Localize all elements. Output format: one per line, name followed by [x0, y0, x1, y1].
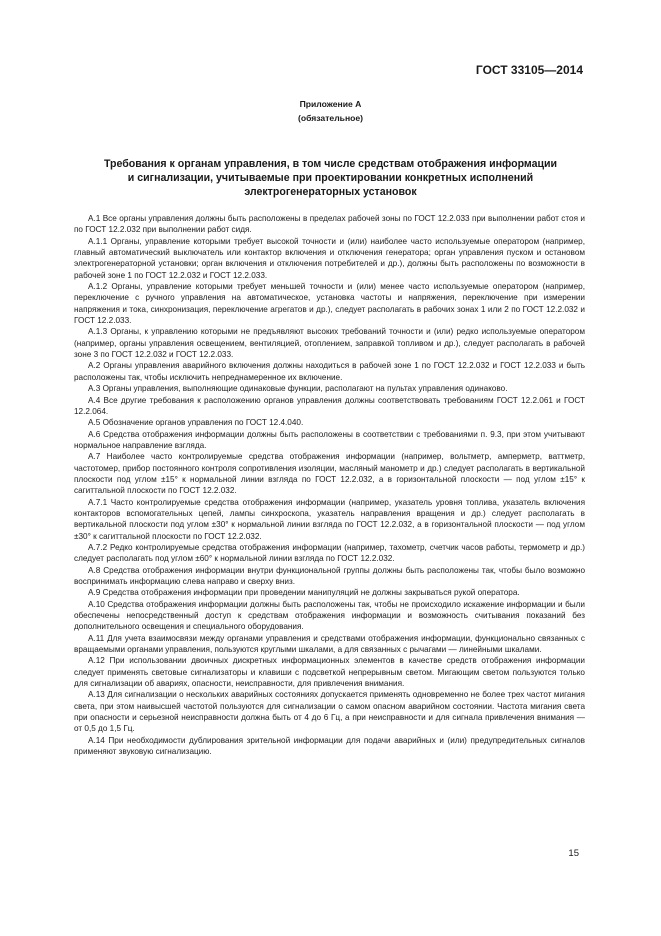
heading-line: электрогенераторных установок [244, 186, 417, 198]
paragraph-a3: А.3 Органы управления, выполняющие одинаковые функции, располагают на пультах управления одинаково. [88, 384, 508, 394]
page-number: 15 [568, 848, 579, 859]
paragraph-a1-3: А.1.3 Органы, к управлению которыми не предъявляют высоких требований точности и (или) редко используемые оператором (например, органы управления освещением, вентиляцией, отоплением, заправкой топливом и др.), следует располагать в рабочей зоне 3 по ГОСТ 12.2.032 и ГОСТ 12.2.033. [74, 327, 585, 360]
heading-line: и сигнализации, учитываемые при проектировании конкретных исполнений [127, 172, 534, 184]
paragraph-a13: А.13 Для сигнализации о нескольких аварийных состояниях допускается применять одновременно не более трех частот мигания света, при этом наивысшей частотой пользуются для сигнализации о самом опасном аварийном состоянии. Частота мигания света при опасности и серьезной неисправности должна быть от 4 до 6 Гц, а при неисправности и для сигнала привлечения внимания — от 0,5 до 1,5 Гц. [74, 690, 585, 734]
body-text [74, 213, 585, 758]
heading-line: Требования к органам управления, в том числе средствам отображения информации [103, 158, 558, 170]
standard-designation: ГОСТ 33105—2014 [475, 63, 583, 77]
paragraph-a1-1: А.1.1 Органы, управление которыми требует высокой точности и (или) наиболее часто используемые оператором (например, главный автоматический выключатель или контактор включения и отключения генератора; орган управления пуском и остановом электрогенераторной установки; орган включения и отключения потребителей и др.), должны быть расположены по возможности в рабочей зоне 1 по ГОСТ 12.2.032 и ГОСТ 12.2.033. [74, 236, 585, 280]
paragraph-a8: А.8 Средства отображения информации внутри функциональной группы должны быть расположены так, чтобы было возможно воспринимать информацию слева направо и сверху вниз. [74, 565, 585, 586]
paragraph-a7: А.7 Наиболее часто контролируемые средства отображения информации (например, вольтметр, амперметр, ваттметр, частотомер, прибор постоянного контроля сопротивления изоляции, масляный манометр и др.) следует располагать в вертикальной плоскости под углом ±15° к нормальной линии взгляда по ГОСТ 12.2.032, а в горизонтальной плоскости — под углом ±15° к сагиттальной плоскости по ГОСТ 12.2.032. [74, 452, 585, 496]
paragraph-a10: А.10 Средства отображения информации должны быть расположены так, чтобы не происходило искажение информации и были обеспечены непосредственный доступ к средствам отображения информации и возможность считывания показаний без дополнительного освещения и специального оборудования. [74, 599, 585, 632]
paragraph-a2: А.2 Органы управления аварийного включения должны находиться в рабочей зоне 1 по ГОСТ 12.2.032 и ГОСТ 12.2.033 и быть расположены так, чтобы исключить непреднамеренное их включение. [74, 361, 585, 382]
paragraph-a7-2: А.7.2 Редко контролируемые средства отображения информации (например, тахометр, счетчик часов работы, термометр и др.) следует располагать под углом ±60° к нормальной линии взгляда по ГОСТ 12.2.032. [74, 542, 585, 564]
paragraph-a6: А.6 Средства отображения информации должны быть расположены в соответствии с требованиями п. 9.3, при этом учитывают нормальное направление взгляда. [74, 429, 585, 450]
paragraph-a4: А.4 Все другие требования к расположению органов управления должны соответствовать требованиям ГОСТ 12.2.061 и ГОСТ 12.2.064. [74, 395, 585, 416]
paragraph-a12: А.12 При использовании двоичных дискретных информационных элементов в качестве средств отображения информации следует применять световые сигнализаторы и клавиши с подсветкой непрерывным светом. Мигающим светом пользуются только для сигнализации об авариях, опасности, неисправности, для привлечения внимания. [74, 656, 585, 689]
section-heading [70, 157, 591, 199]
paragraph-a7-1: А.7.1 Часто контролируемые средства отображения информации (например, указатель уровня топлива, указатель включения контакторов вспомогательных цепей, лампы синхроскопа, указатель направления вращения и др.) следует располагать в вертикальной плоскости под углом ±30° к нормальной линии взгляда по ГОСТ 12.2.032, а в горизонтальной плоскости — под углом ±30° к сагиттальной плоскости по ГОСТ 12.2.032. [74, 497, 585, 541]
paragraph-a5: А.5 Обозначение органов управления по ГОСТ 12.4.040. [88, 418, 304, 428]
paragraph-a9: А.9 Средства отображения информации при проведении манипуляций не должны закрываться рукой оператора. [88, 588, 520, 598]
appendix-title: Приложение А [299, 99, 362, 109]
paragraph-a1: А.1 Все органы управления должны быть расположены в пределах рабочей зоны по ГОСТ 12.2.033 при выполнении работ стоя и по ГОСТ 12.2.032 при выполнении работ сидя. [74, 214, 585, 235]
appendix-status: (обязательное) [297, 113, 364, 123]
paragraph-a14: А.14 При необходимости дублирования зрительной информации для подачи аварийных и (или) предупредительных сигналов применяют звуковую сигнализацию. [74, 735, 585, 757]
appendix-header [0, 97, 661, 125]
paragraph-a11: А.11 Для учета взаимосвязи между органами управления и средствами отображения информации, функционально связанных с вращаемыми органами управления, пользуются круглыми шкалами, а для связанных с рычагами — линейными шкалами. [74, 633, 585, 655]
paragraph-a1-2: А.1.2 Органы, управление которыми требует меньшей точности и (или) менее часто используемые оператором (например, переключение с ручного управления на автоматическое, установка частоты и напряжения, переключение при измерении напряжения и тока, синхронизация, переключение агрегатов и др.), следует располагать в рабочих зонах 1 или 2 по ГОСТ 12.2.032 и ГОСТ 12.2.033. [74, 282, 585, 326]
